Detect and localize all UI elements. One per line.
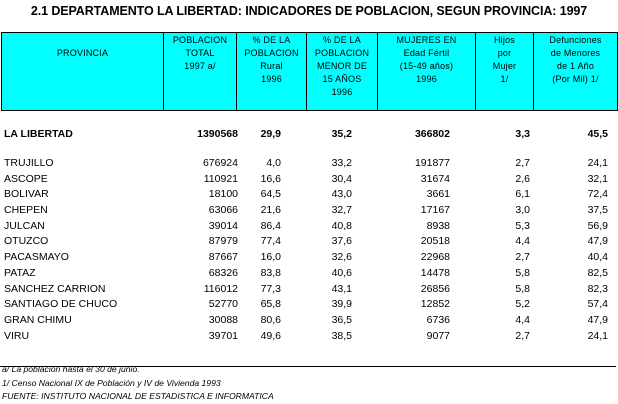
- header-line: por: [497, 48, 512, 58]
- header-line: % DE LA: [323, 35, 361, 45]
- hijos-cell: 5,3: [515, 219, 530, 232]
- hijos-cell: 5,8: [515, 282, 530, 295]
- rural-cell: 80,6: [260, 313, 281, 326]
- table-row: [2, 156, 618, 172]
- rural-cell: 65,8: [260, 298, 281, 311]
- menor15-cell: 32,6: [331, 251, 352, 264]
- rural-cell: 86,4: [260, 219, 281, 232]
- provincia-cell: LA LIBERTAD: [4, 128, 73, 140]
- table-title: 2.1 DEPARTAMENTO LA LIBERTAD: INDICADORES DE POBLACION, SEGUN PROVINCIA: 1997: [30, 4, 588, 18]
- mujeres-cell: 191877: [414, 157, 450, 169]
- table-row: [2, 187, 618, 203]
- poblacion-cell: 676924: [202, 157, 238, 169]
- rural-cell: 29,9: [260, 128, 281, 140]
- hijos-cell: 5,8: [515, 266, 530, 279]
- poblacion-cell: 68326: [208, 266, 238, 279]
- provincia-cell: CHEPEN: [4, 204, 48, 217]
- header-line: POBLACION: [172, 35, 228, 45]
- table-row: [2, 172, 618, 188]
- header-poblacion-total: [164, 33, 237, 111]
- header-line: TOTAL: [185, 48, 215, 58]
- poblacion-cell: 87667: [208, 251, 238, 264]
- menor15-cell: 38,5: [331, 329, 352, 342]
- table-row: [2, 329, 618, 345]
- header-table: [1, 32, 618, 111]
- header-line: Mujer: [492, 61, 517, 71]
- provincia-cell: OTUZCO: [4, 235, 49, 248]
- header-line: POBLACION: [314, 48, 370, 58]
- header-provincia: [2, 33, 164, 111]
- mujeres-cell: 26856: [420, 282, 450, 295]
- rural-cell: 49,6: [260, 329, 281, 342]
- defunciones-cell: 72,4: [587, 188, 608, 201]
- header-line: Defunciones: [549, 35, 602, 45]
- defunciones-cell: 24,1: [587, 157, 608, 169]
- defunciones-cell: 82,3: [587, 282, 608, 295]
- menor15-cell: 32,7: [331, 204, 352, 217]
- header-mujeres-edad-fertil: [378, 33, 476, 111]
- footnotes: [2, 363, 274, 404]
- header-line: Hijos: [493, 35, 515, 45]
- menor15-cell: 43,1: [331, 282, 352, 295]
- poblacion-cell: 63066: [208, 204, 238, 217]
- hijos-cell: 2,6: [515, 172, 530, 185]
- rural-cell: 77,4: [260, 235, 281, 248]
- poblacion-cell: 30088: [208, 313, 238, 326]
- mujeres-cell: 17167: [420, 204, 450, 217]
- provincia-cell: SANCHEZ CARRION: [4, 282, 106, 295]
- header-line: Rural: [260, 61, 283, 71]
- menor15-cell: 35,2: [331, 128, 352, 140]
- header-line: PROVINCIA: [56, 48, 109, 58]
- menor15-cell: 36,5: [331, 313, 352, 326]
- provincia-cell: PACASMAYO: [4, 251, 69, 264]
- hijos-cell: 6,1: [515, 188, 530, 201]
- menor15-cell: 30,4: [331, 172, 352, 185]
- hijos-cell: 2,7: [515, 251, 530, 264]
- header-line: MENOR DE: [316, 61, 368, 71]
- menor15-cell: 37,6: [331, 235, 352, 248]
- hijos-cell: 4,4: [515, 235, 530, 248]
- poblacion-cell: 1390568: [197, 128, 238, 140]
- poblacion-cell: 87979: [208, 235, 238, 248]
- header-line: (Por Mil) 1/: [552, 74, 599, 84]
- data-rows: [2, 127, 618, 344]
- rural-cell: 4,0: [266, 157, 281, 169]
- mujeres-cell: 20518: [420, 235, 450, 248]
- rural-cell: 77,3: [260, 282, 281, 295]
- poblacion-cell: 116012: [203, 282, 238, 295]
- mujeres-cell: 8938: [426, 219, 450, 232]
- defunciones-cell: 82,5: [587, 266, 608, 279]
- header-line: de Menores: [550, 48, 601, 58]
- defunciones-cell: 57,4: [587, 298, 608, 311]
- table-row: [2, 234, 618, 250]
- header-line: 1996: [416, 74, 437, 84]
- defunciones-cell: 56,9: [587, 219, 608, 232]
- provincia-cell: PATAZ: [4, 266, 36, 279]
- header-line: 1996: [331, 87, 353, 97]
- table-row: [2, 266, 618, 282]
- rural-cell: 16,0: [260, 251, 281, 264]
- poblacion-cell: 52770: [208, 298, 238, 311]
- header-pct-menor-15: [307, 33, 378, 111]
- defunciones-cell: 47,9: [587, 313, 608, 326]
- hijos-cell: 3,0: [515, 204, 530, 217]
- footnote-line: a/ La población hasta el 30 de junio.: [2, 364, 140, 374]
- menor15-cell: 33,2: [331, 157, 352, 169]
- header-line: MUJERES EN: [396, 35, 457, 45]
- table-row: [2, 313, 618, 329]
- defunciones-cell: 32,1: [587, 172, 608, 185]
- mujeres-cell: 366802: [414, 128, 450, 140]
- defunciones-cell: 37,5: [587, 204, 608, 217]
- defunciones-cell: 40,4: [587, 251, 608, 264]
- poblacion-cell: 39014: [208, 219, 238, 232]
- table-row: [2, 282, 618, 298]
- table-row: [2, 203, 618, 219]
- header-pct-rural: [237, 33, 307, 111]
- header-line: 15 AÑOS: [322, 74, 362, 84]
- header-line: de 1 Año: [556, 61, 595, 71]
- menor15-cell: 40,8: [331, 219, 352, 232]
- table-row: [2, 297, 618, 313]
- header-line: 1/: [500, 74, 509, 84]
- rural-cell: 64,5: [260, 188, 281, 201]
- provincia-cell: SANTIAGO DE CHUCO: [4, 298, 118, 311]
- table-row: [2, 219, 618, 235]
- defunciones-cell: 45,5: [587, 128, 608, 140]
- poblacion-cell: 18100: [208, 188, 238, 201]
- hijos-cell: 2,7: [515, 157, 530, 169]
- hijos-cell: 2,7: [515, 329, 530, 342]
- mujeres-cell: 31674: [420, 172, 450, 185]
- mujeres-cell: 22968: [420, 251, 450, 264]
- rural-cell: 21,6: [260, 204, 281, 217]
- table-row: [2, 250, 618, 266]
- header-line: Edad Fértil: [403, 48, 450, 58]
- header-hijos-por-mujer: [476, 33, 534, 111]
- header-defunciones-menores: [534, 33, 618, 111]
- mujeres-cell: 12852: [420, 298, 450, 311]
- header-line: % DE LA: [252, 35, 291, 45]
- hijos-cell: 5,2: [515, 298, 530, 311]
- poblacion-cell: 39701: [208, 329, 238, 342]
- header-line: POBLACION: [244, 48, 299, 58]
- defunciones-cell: 24,1: [587, 329, 608, 342]
- mujeres-cell: 6736: [426, 313, 450, 326]
- mujeres-cell: 3661: [426, 188, 450, 201]
- defunciones-cell: 47,9: [587, 235, 608, 248]
- footnote-line: FUENTE: INSTITUTO NACIONAL DE ESTADISTICA E INFORMATICA: [2, 391, 274, 401]
- rural-cell: 16,6: [260, 172, 281, 185]
- header-line: (15-49 años): [399, 61, 454, 71]
- header-line: 1997 a/: [184, 61, 216, 71]
- rural-cell: 83,8: [260, 266, 281, 279]
- hijos-cell: 3,3: [515, 128, 530, 140]
- mujeres-cell: 9077: [426, 329, 450, 342]
- footnote-line: 1/ Censo Nacional IX de Población y IV de Vivienda 1993: [2, 377, 221, 388]
- header-line: 1996: [261, 74, 282, 84]
- menor15-cell: 39,9: [331, 298, 352, 311]
- menor15-cell: 40,6: [331, 266, 352, 279]
- provincia-cell: TRUJILLO: [4, 157, 54, 169]
- hijos-cell: 4,4: [515, 313, 530, 326]
- provincia-cell: BOLIVAR: [4, 188, 49, 201]
- total-row: [2, 127, 618, 156]
- provincia-cell: ASCOPE: [4, 172, 48, 185]
- provincia-cell: VIRU: [4, 329, 30, 342]
- menor15-cell: 43,0: [331, 188, 352, 201]
- provincia-cell: JULCAN: [4, 219, 45, 232]
- mujeres-cell: 14478: [420, 266, 450, 279]
- provincia-cell: GRAN CHIMU: [4, 313, 72, 326]
- poblacion-cell: 110921: [203, 172, 238, 185]
